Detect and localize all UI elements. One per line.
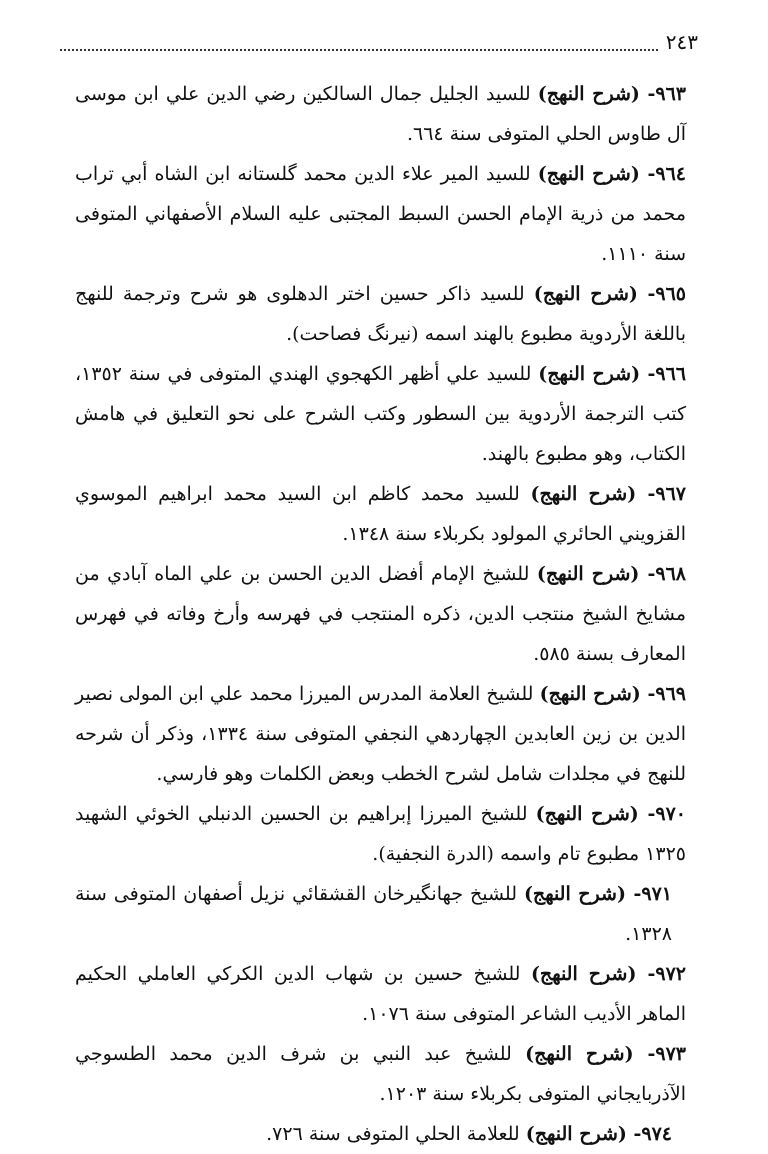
entry-number: ٩٧٠ — [655, 803, 686, 825]
entry-974: ٩٧٤- (شرح النهج) للعلامة الحلي المتوفى سنة ٧٢٦. — [266, 1123, 672, 1145]
entry-title: (شرح النهج) — [537, 83, 640, 105]
entry-text: للشيخ حسين بن شهاب الدين الكركي العاملي الحكيم الماهر الأديب الشاعر المتوفى سنة ١٠٧٦. — [75, 963, 686, 1025]
entry-title: (شرح النهج) — [530, 963, 637, 985]
entry-number: ٩٧١ — [641, 883, 672, 905]
header-dotted-rule — [60, 37, 658, 51]
entry-965: ٩٦٥- (شرح النهج) للسيد ذاكر حسين اختر الدهلوى هو شرح وترجمة للنهج باللغة الأردوية مطبوع بالهند اسمه (نيرنگ فصاحت). — [75, 283, 686, 345]
entries-list — [75, 74, 686, 1154]
entry-text: للسيد المير علاء الدين محمد گلستانه ابن الشاه أبي تراب محمد من ذرية الإمام الحسن السبط المجتبى عليه السلام الأصفهاني المتوفى سنة ١١١٠. — [75, 163, 686, 265]
entry-text: للعلامة الحلي المتوفى سنة ٧٢٦. — [266, 1123, 526, 1145]
page-header — [60, 28, 698, 56]
entry-971: ٩٧١- (شرح النهج) للشيخ جهانگيرخان القشقائي نزيل أصفهان المتوفى سنة ١٣٢٨. — [75, 883, 672, 945]
entry-title: (شرح النهج) — [530, 483, 637, 505]
entry-966: ٩٦٦- (شرح النهج) للسيد علي أظهر الكهجوي الهندي المتوفى في سنة ١٣٥٢، كتب الترجمة الأردوية بين السطور وكتب الشرح على نحو التعليق في هامش الكتاب، وهو مطبوع بالهند. — [75, 363, 686, 465]
entry-title: (شرح النهج) — [536, 563, 640, 585]
entry-text: للشيخ الإمام أفضل الدين الحسن بن علي الماه آبادي من مشايخ الشيخ منتجب الدين، ذكره المنتجب في فهرسه وأرخ وفاته في فهرس المعارف بسنة ٥٨٥. — [75, 563, 686, 665]
entry-title: (شرح النهج) — [538, 363, 641, 385]
entry-number: ٩٦٧ — [655, 483, 686, 505]
entry-969: ٩٦٩- (شرح النهج) للشيخ العلامة المدرس الميرزا محمد علي ابن المولى نصير الدين بن زين العابدين الچهاردهي النجفي المتوفى سنة ١٣٣٤، وذكر أن شرحه للنهج في مجلدات شامل لشرح الخطب وبعض الكلمات وهو فارسي. — [75, 683, 686, 785]
entry-text: للسيد علي أظهر الكهجوي الهندي المتوفى في سنة ١٣٥٢، كتب الترجمة الأردوية بين السطور وكتب الشرح على نحو التعليق في هامش الكتاب، وهو مطبوع بالهند. — [75, 363, 686, 465]
entry-964: ٩٦٤- (شرح النهج) للسيد المير علاء الدين محمد گلستانه ابن الشاه أبي تراب محمد من ذرية الإمام الحسن السبط المجتبى عليه السلام الأصفهاني المتوفى سنة ١١١٠. — [75, 163, 686, 265]
entry-title: (شرح النهج) — [533, 283, 638, 305]
entry-text: للسيد ذاكر حسين اختر الدهلوى هو شرح وترجمة للنهج باللغة الأردوية مطبوع بالهند اسمه (نيرنگ فصاحت). — [75, 283, 686, 345]
entry-text: للشيخ العلامة المدرس الميرزا محمد علي ابن المولى نصير الدين بن زين العابدين الچهاردهي النجفي المتوفى سنة ١٣٣٤، وذكر أن شرحه للنهج في مجلدات شامل لشرح الخطب وبعض الكلمات وهو فارسي. — [75, 683, 686, 785]
entry-number: ٩٧٤ — [641, 1123, 672, 1145]
entry-968: ٩٦٨- (شرح النهج) للشيخ الإمام أفضل الدين الحسن بن علي الماه آبادي من مشايخ الشيخ منتجب الدين، ذكره المنتجب في فهرسه وأرخ وفاته في فهرس المعارف بسنة ٥٨٥. — [75, 563, 686, 665]
entry-963: ٩٦٣- (شرح النهج) للسيد الجليل جمال السالكين رضي الدين علي ابن موسى آل طاوس الحلي المتوفى سنة ٦٦٤. — [75, 83, 686, 145]
entry-number: ٩٦٤ — [655, 163, 686, 185]
entry-973: ٩٧٣- (شرح النهج) للشيخ عبد النبي بن شرف الدين محمد الطسوجي الآذربايجاني المتوفى بكربلاء سنة ١٢٠٣. — [75, 1043, 686, 1105]
entry-number: ٩٦٣ — [655, 83, 686, 105]
entry-number: ٩٧٣ — [655, 1043, 686, 1065]
entry-number: ٩٦٨ — [655, 563, 686, 585]
entry-972: ٩٧٢- (شرح النهج) للشيخ حسين بن شهاب الدين الكركي العاملي الحكيم الماهر الأديب الشاعر المتوفى سنة ١٠٧٦. — [75, 963, 686, 1025]
entry-970: ٩٧٠- (شرح النهج) للشيخ الميرزا إبراهيم بن الحسين الدنبلي الخوئي الشهيد ١٣٢٥ مطبوع تام واسمه (الدرة النجفية). — [75, 803, 686, 865]
entry-title: (شرح النهج) — [535, 803, 639, 825]
entry-text: للسيد محمد كاظم ابن السيد محمد ابراهيم الموسوي القزويني الحائري المولود بكربلاء سنة ١٣٤٨. — [75, 483, 686, 545]
entry-title: (شرح النهج) — [539, 683, 641, 705]
entry-967: ٩٦٧- (شرح النهج) للسيد محمد كاظم ابن السيد محمد ابراهيم الموسوي القزويني الحائري المولود بكربلاء سنة ١٣٤٨. — [75, 483, 686, 545]
entry-text: للشيخ جهانگيرخان القشقائي نزيل أصفهان المتوفى سنة ١٣٢٨. — [75, 883, 672, 945]
entry-text: للسيد الجليل جمال السالكين رضي الدين علي ابن موسى آل طاوس الحلي المتوفى سنة ٦٦٤. — [75, 83, 686, 145]
entry-number: ٩٦٩ — [655, 683, 686, 705]
entry-title: (شرح النهج) — [525, 1123, 627, 1145]
entry-text: للشيخ الميرزا إبراهيم بن الحسين الدنبلي الخوئي الشهيد ١٣٢٥ مطبوع تام واسمه (الدرة النجفية). — [75, 803, 686, 865]
entry-title: (شرح النهج) — [523, 883, 626, 905]
entry-number: ٩٧٢ — [655, 963, 686, 985]
entry-number: ٩٦٥ — [655, 283, 686, 305]
entry-title: (شرح النهج) — [525, 1043, 634, 1065]
entry-text: للشيخ عبد النبي بن شرف الدين محمد الطسوجي الآذربايجاني المتوفى بكربلاء سنة ١٢٠٣. — [75, 1043, 686, 1105]
entry-title: (شرح النهج) — [537, 163, 640, 185]
page-number: ٢٤٣ — [665, 30, 698, 54]
entry-number: ٩٦٦ — [655, 363, 686, 385]
